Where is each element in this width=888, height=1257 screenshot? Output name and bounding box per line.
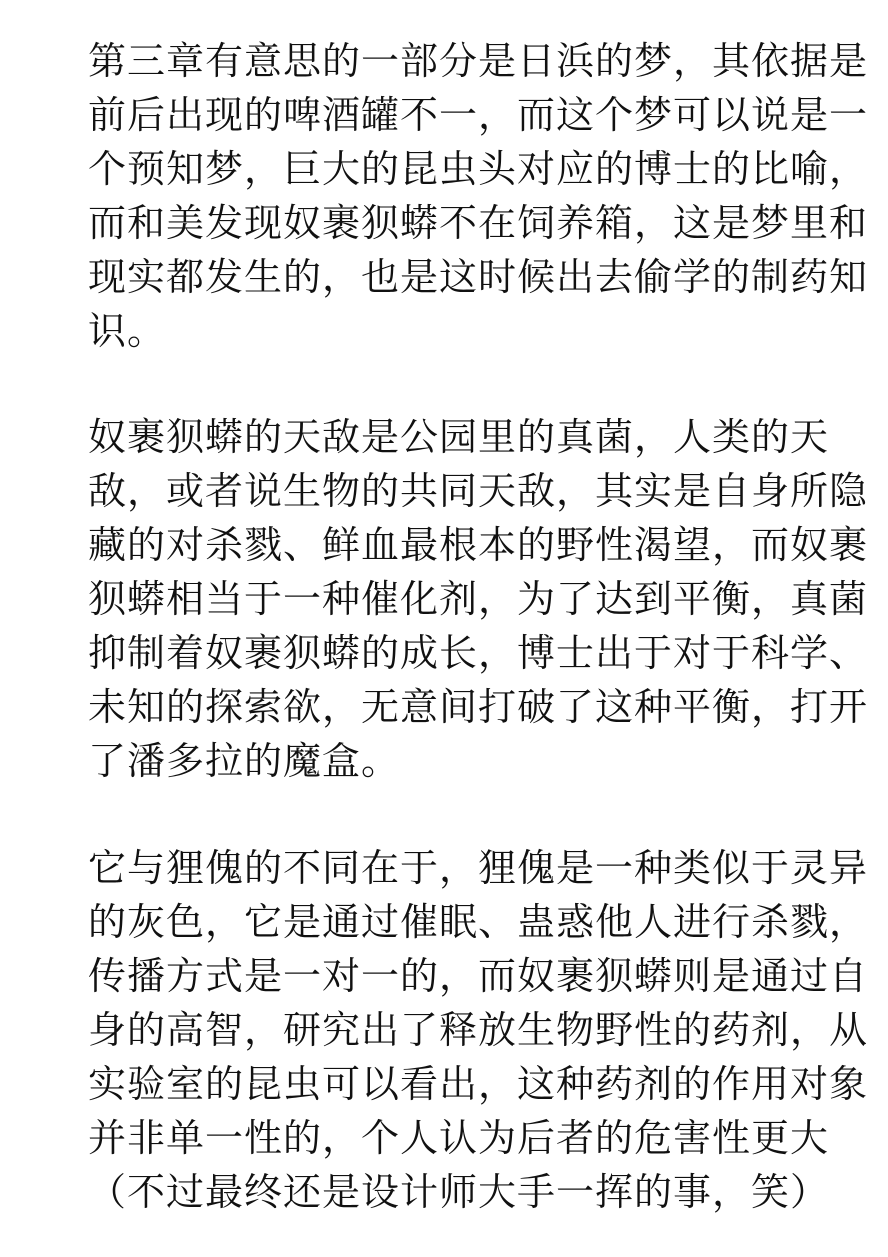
paragraph-2 xyxy=(88,410,869,788)
text-line: 识。 xyxy=(88,309,167,353)
text-line: 传播方式是一对一的，而奴裹狈蟒则是通过自 xyxy=(88,954,869,998)
text-line: 个预知梦，巨大的昆虫头对应的博士的比喻， xyxy=(88,147,869,191)
paragraph-3 xyxy=(88,841,869,1219)
text-line: 实验室的昆虫可以看出，这种药剂的作用对象 xyxy=(88,1062,869,1106)
text-line: （不过最终还是设计师大手一挥的事，笑） xyxy=(88,1170,830,1214)
text-line: 狈蟒相当于一种催化剂，为了达到平衡，真菌 xyxy=(88,577,869,621)
text-line: 而和美发现奴裹狈蟒不在饲养箱，这是梦里和 xyxy=(88,201,869,245)
text-line: 身的高智，研究出了释放生物野性的药剂，从 xyxy=(88,1008,869,1052)
text-line: 了潘多拉的魔盒。 xyxy=(88,739,401,783)
text-line: 前后出现的啤酒罐不一，而这个梦可以说是一 xyxy=(88,93,869,137)
text-line: 它与狸傀的不同在于，狸傀是一种类似于灵异 xyxy=(88,846,869,890)
text-line: 敌，或者说生物的共同天敌，其实是自身所隐 xyxy=(88,469,869,513)
text-line: 现实都发生的，也是这时候出去偷学的制药知 xyxy=(88,255,869,299)
text-line: 藏的对杀戮、鲜血最根本的野性渴望，而奴裹 xyxy=(88,523,869,567)
text-line: 的灰色，它是通过催眠、蛊惑他人进行杀戮， xyxy=(88,900,869,944)
text-line: 第三章有意思的一部分是日浜的梦，其依据是 xyxy=(88,39,869,83)
text-line: 并非单一性的，个人认为后者的危害性更大 xyxy=(88,1116,830,1160)
text-line: 奴裹狈蟒的天敌是公园里的真菌，人类的天 xyxy=(88,415,830,459)
paragraph-1 xyxy=(88,34,869,358)
text-line: 未知的探索欲，无意间打破了这种平衡，打开 xyxy=(88,685,869,729)
text-line: 抑制着奴裹狈蟒的成长，博士出于对于科学、 xyxy=(88,631,869,675)
